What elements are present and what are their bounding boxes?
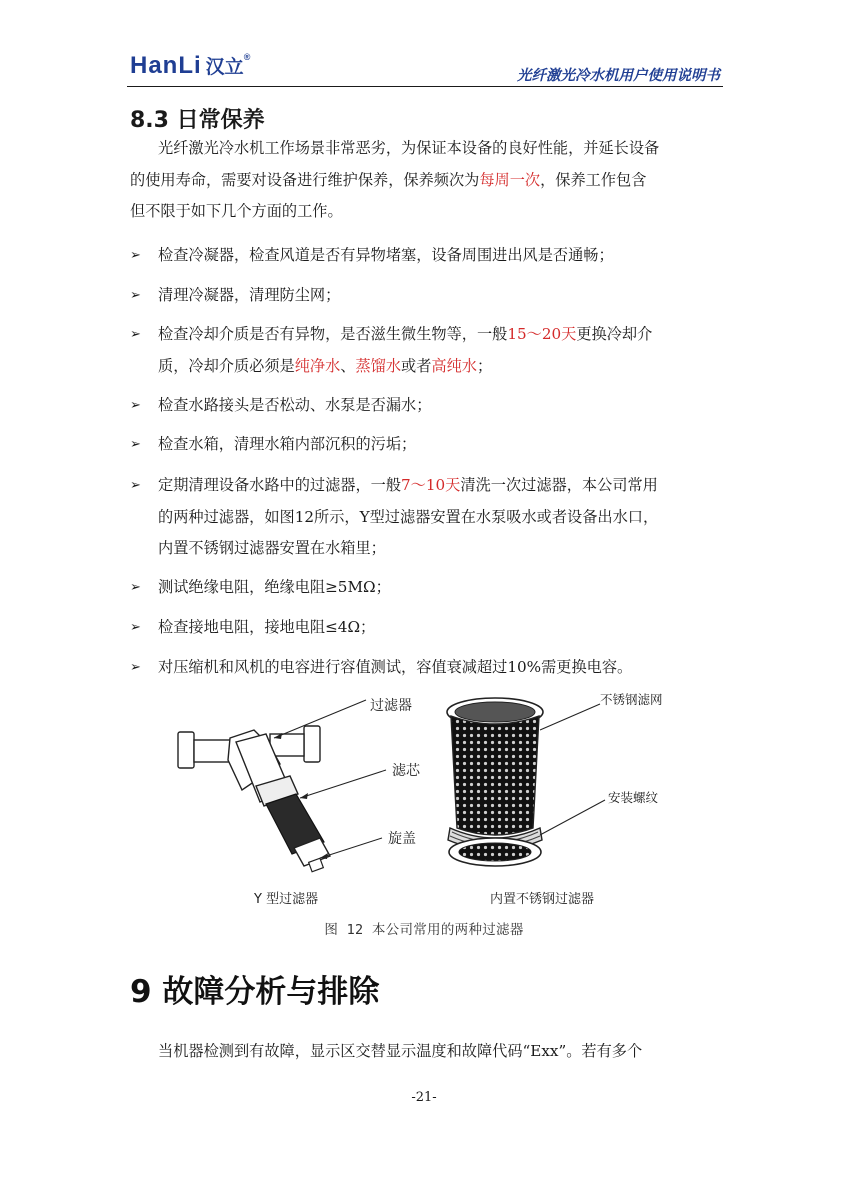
header-divider xyxy=(127,86,723,87)
bullet-text-part: 定期清理设备水路中的过滤器，一般 xyxy=(158,476,401,494)
section-9-paragraph: 当机器检测到有故障，显示区交替显示温度和故障代码“Exx”。若有多个 xyxy=(158,1042,643,1060)
intro-line-3: 但不限于如下几个方面的工作。 xyxy=(130,202,343,220)
bullet-arrow-icon: ➢ xyxy=(130,398,141,413)
bullet-text-part: 内置不锈钢过滤器安置在水箱里； xyxy=(158,539,386,557)
bullet-arrow-icon: ➢ xyxy=(130,327,141,342)
pure-water: 纯净水 xyxy=(294,356,341,375)
replace-interval: 15～20天 xyxy=(507,325,577,343)
bullet-item xyxy=(130,280,722,312)
intro-line-1: 光纤激光冷水机工作场景非常恶劣，为保证本设备的良好性能，并延长设备 xyxy=(158,139,660,157)
y-filter-label: Y 型过滤器 xyxy=(254,892,319,907)
bullet-arrow-icon: ➢ xyxy=(130,580,141,595)
intro-paragraph xyxy=(130,133,722,228)
bullet-text-part: 检查冷却介质是否有异物，是否滋生微生物等，一般 xyxy=(158,325,508,343)
basket-filter-label: 内置不锈钢过滤器 xyxy=(490,892,595,907)
bullet-item xyxy=(130,240,722,272)
bullet-text: 检查水路接头是否松动、水泵是否漏水； xyxy=(158,396,432,414)
bullet-text-part: 的两种过滤器，如图12所示，Y型过滤器安置在水泵吸水或者设备出水口， xyxy=(158,507,659,526)
bullet-text-part: 质，冷却介质必须是 xyxy=(158,356,295,375)
maintenance-frequency: 每周一次 xyxy=(479,170,541,189)
bullet-text xyxy=(158,470,722,565)
bullet-text: 检查接地电阻，接地电阻≤4Ω； xyxy=(158,618,376,636)
bullet-item xyxy=(130,319,722,382)
callout-stainless-mesh: 不锈钢滤网 xyxy=(600,692,663,707)
bullet-text-part: 清洗一次过滤器，本公司常用 xyxy=(460,476,658,494)
basket-filter-drawing xyxy=(440,690,720,880)
callout-filter-core: 滤芯 xyxy=(392,763,420,779)
callout-mounting-thread: 安装螺纹 xyxy=(608,790,659,805)
y-filter-drawing xyxy=(170,690,430,880)
bullet-text: 检查冷凝器，检查风道是否有异物堵塞，设备周围进出风是否通畅； xyxy=(158,246,614,264)
bullet-item xyxy=(130,429,722,461)
intro-line-2 xyxy=(130,165,722,197)
logo-en: HanLi xyxy=(130,52,202,79)
hanli-logo xyxy=(130,52,251,80)
bullet-item xyxy=(130,612,722,644)
bullet-text-part: ； xyxy=(476,356,493,375)
bullet-text-part: 、 xyxy=(340,356,356,375)
bullet-item xyxy=(130,652,722,684)
intro-text: ，保养工作包含 xyxy=(540,170,647,189)
bullet-item xyxy=(130,470,722,565)
figure-caption: 图 12 本公司常用的两种过滤器 xyxy=(324,922,524,938)
logo-reg-mark: ® xyxy=(243,52,252,62)
bullet-text: 清理冷凝器，清理防尘网； xyxy=(158,286,341,304)
callout-filter: 过滤器 xyxy=(370,698,412,714)
intro-text: 的使用寿命，需要对设备进行维护保养，保养频次为 xyxy=(130,170,480,189)
page-number: -21- xyxy=(411,1090,437,1105)
logo-cn: 汉立 xyxy=(205,57,244,78)
bullet-arrow-icon: ➢ xyxy=(130,248,141,263)
bullet-arrow-icon: ➢ xyxy=(130,660,141,675)
bullet-text xyxy=(158,319,722,382)
bullet-text: 检查水箱，清理水箱内部沉积的污垢； xyxy=(158,435,417,453)
bullet-item xyxy=(130,390,722,422)
section-8-3-heading: 8.3 日常保养 xyxy=(130,108,265,133)
bullet-text-part: 更换冷却介 xyxy=(576,325,653,343)
bullet-arrow-icon: ➢ xyxy=(130,437,141,452)
bullet-text: 对压缩机和风机的电容进行容值测试，容值衰减超过10%需更换电容。 xyxy=(158,658,633,676)
section-9-heading: 9 故障分析与排除 xyxy=(130,974,380,1010)
document-title: 光纤激光冷水机用户使用说明书 xyxy=(517,68,720,84)
bullet-text: 测试绝缘电阻，绝缘电阻≥5MΩ； xyxy=(158,578,391,596)
bullet-arrow-icon: ➢ xyxy=(130,620,141,635)
callout-cap: 旋盖 xyxy=(388,831,416,847)
bullet-arrow-icon: ➢ xyxy=(130,478,141,493)
clean-interval: 7～10天 xyxy=(401,476,461,494)
bullet-arrow-icon: ➢ xyxy=(130,288,141,303)
high-purity-water: 高纯水 xyxy=(431,356,477,375)
distilled-water: 蒸馏水 xyxy=(355,356,401,375)
bullet-item xyxy=(130,572,722,604)
bullet-text-part: 或者 xyxy=(401,356,432,375)
